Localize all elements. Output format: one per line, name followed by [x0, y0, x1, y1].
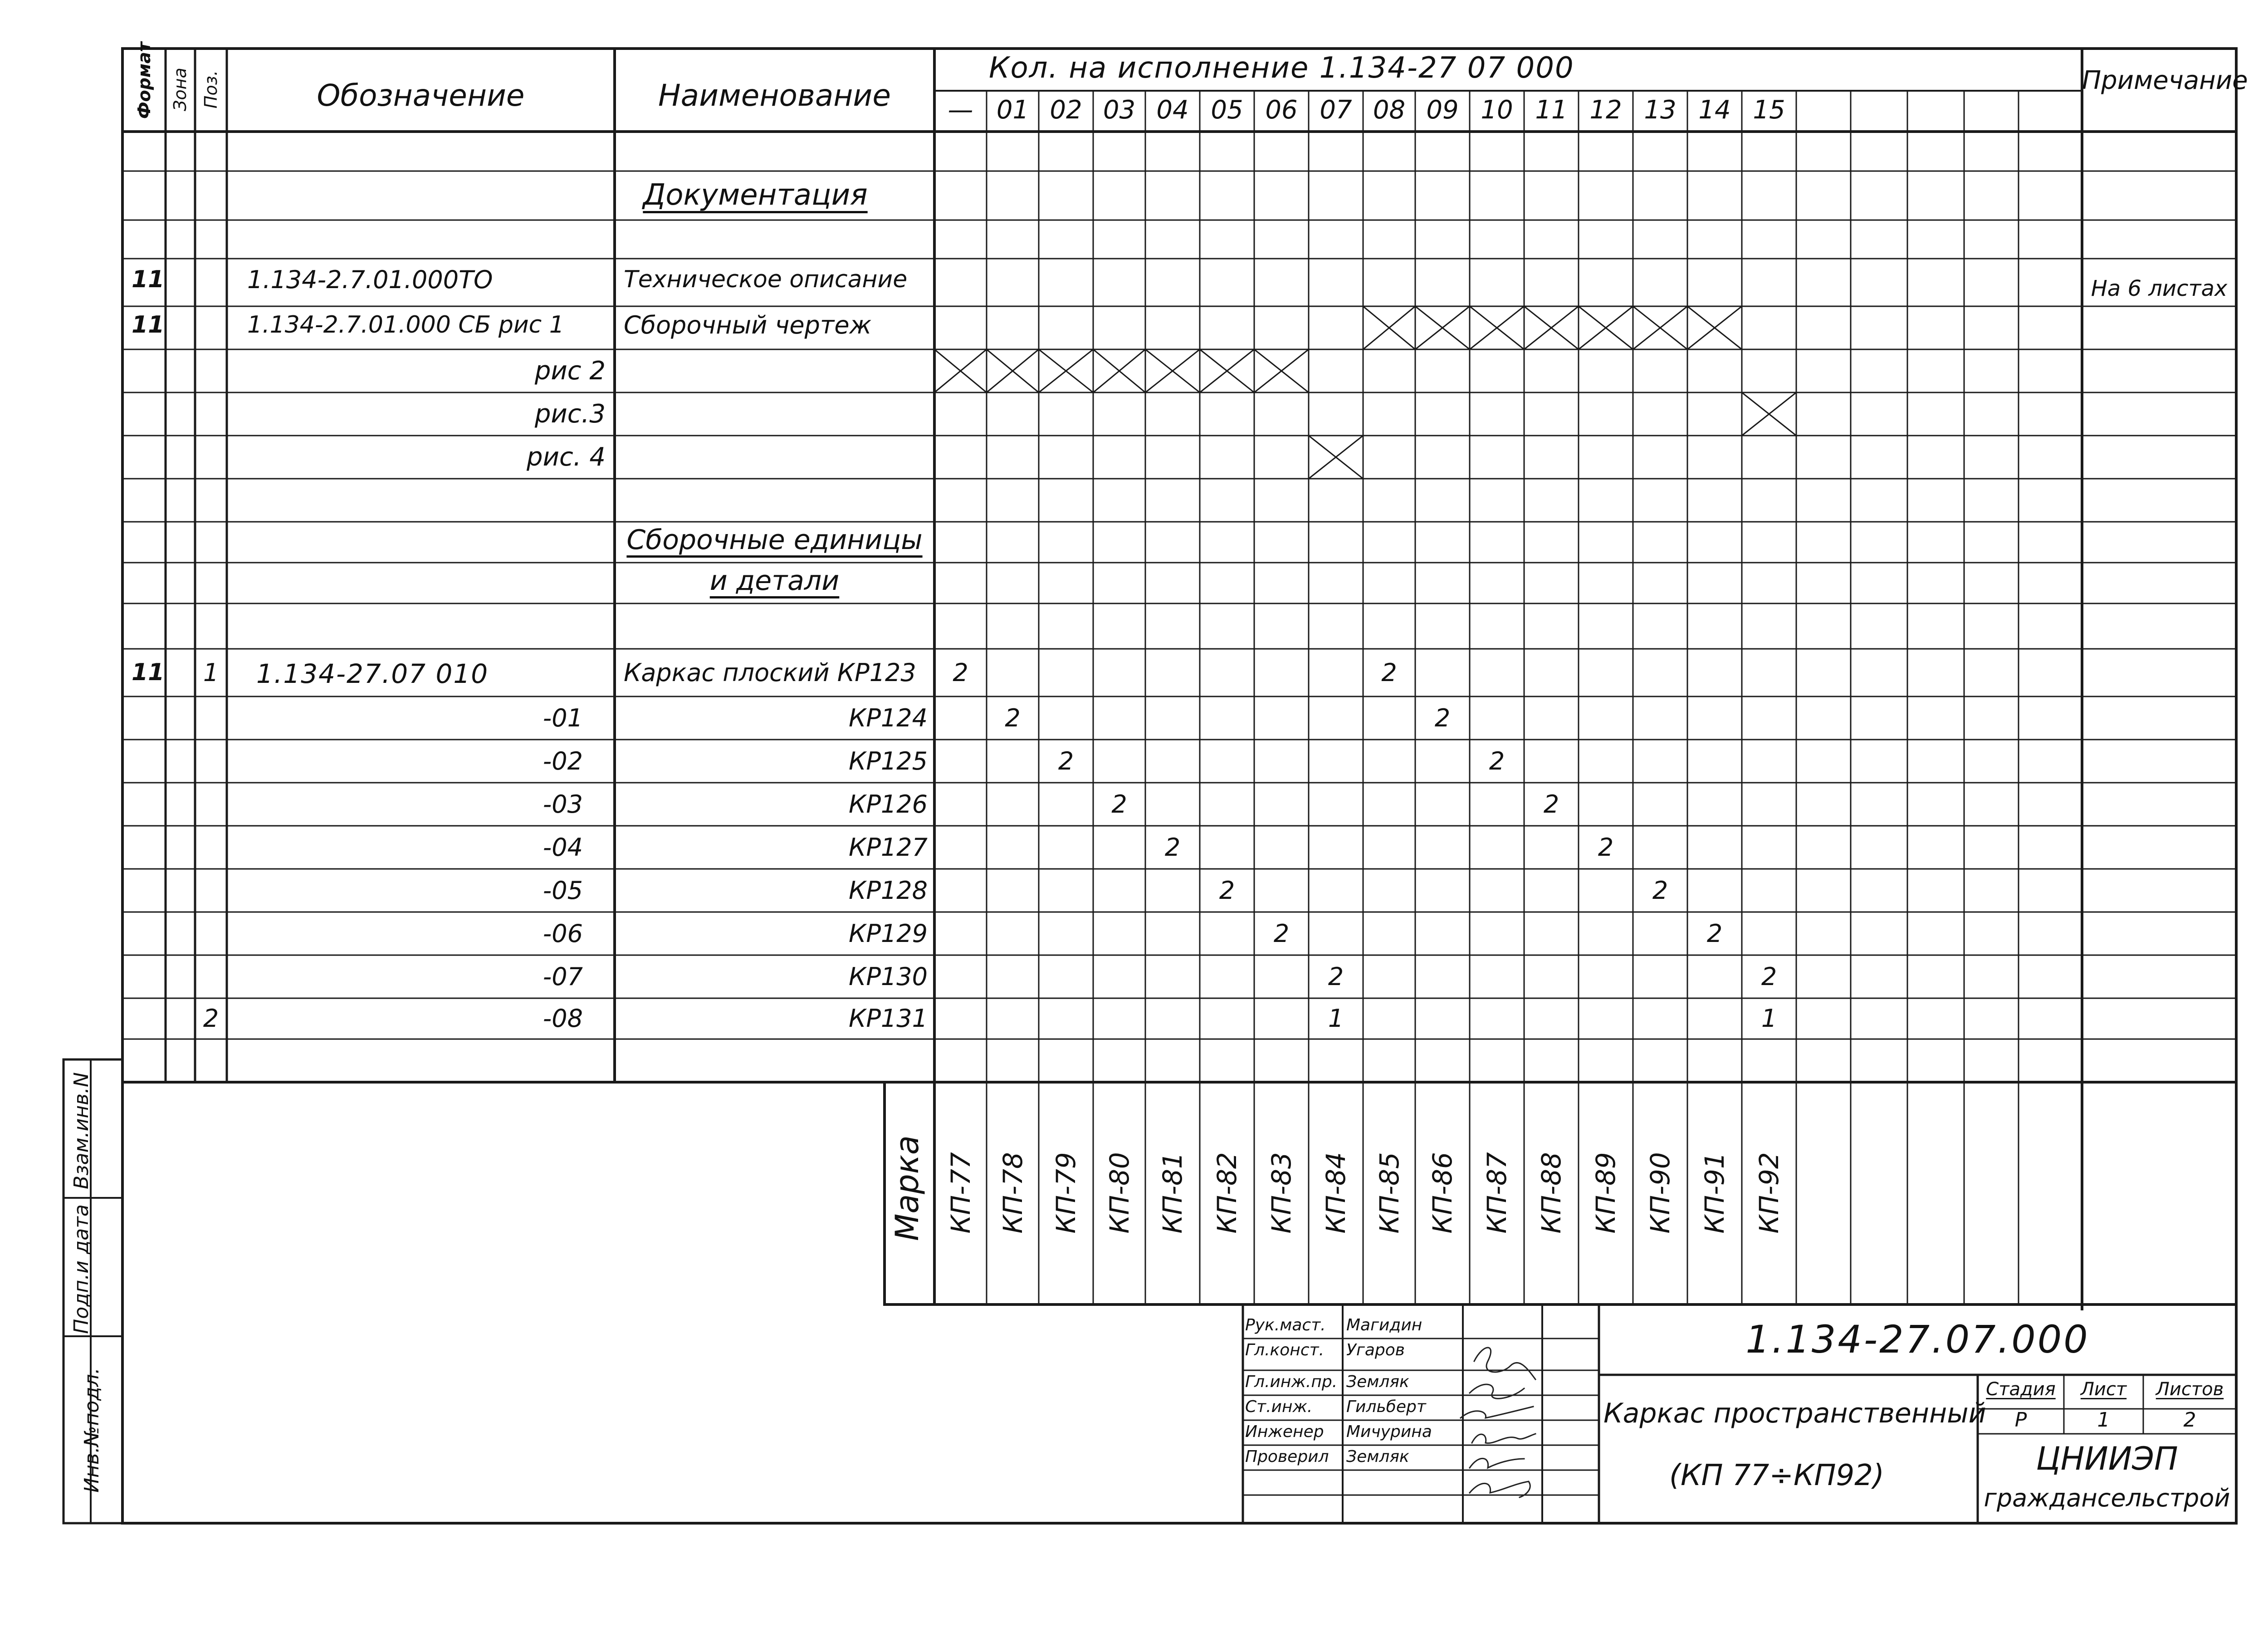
figure-label: рис. 4 — [527, 442, 606, 472]
name-cell: Сборочный чертеж — [624, 311, 872, 339]
header-zone: Зона — [170, 68, 190, 111]
designation-cell: -01 — [543, 703, 583, 732]
signer-name: Угаров — [1346, 1341, 1405, 1359]
header-qty: Кол. на исполнение 1.134-27 07 000 — [989, 51, 1574, 85]
marka-value: КП-88 — [1536, 1152, 1567, 1234]
marka-value: КП-77 — [945, 1152, 976, 1234]
signer-name: Гильберт — [1346, 1398, 1426, 1416]
qty-cell: 2 — [1652, 876, 1668, 905]
name-cell: КР127 — [849, 833, 928, 862]
marka-value: КП-85 — [1374, 1152, 1405, 1234]
qty-col-label: 10 — [1481, 95, 1513, 125]
header-pos: Поз. — [201, 70, 221, 109]
marka-value: КП-83 — [1266, 1152, 1297, 1234]
signer-role: Ст.инж. — [1245, 1398, 1313, 1416]
title-doc-number: 1.134-27.07.000 — [1745, 1317, 2090, 1362]
signer-role: Гл.конст. — [1245, 1341, 1325, 1359]
stage-value: Р — [2014, 1408, 2027, 1432]
designation-cell: -08 — [543, 1004, 583, 1033]
designation-cell: -06 — [543, 919, 583, 948]
qty-col-label: 05 — [1211, 95, 1243, 125]
qty-col-label: 11 — [1535, 95, 1568, 125]
stamp-inv-number: Инв.№подл. — [80, 1368, 103, 1493]
qty-col-label: 14 — [1698, 95, 1731, 125]
marka-value: КП-81 — [1157, 1152, 1188, 1234]
marka-label: Марка — [889, 1135, 926, 1241]
stage-label: Стадия — [1986, 1379, 2056, 1400]
qty-cell: 2 — [953, 658, 968, 687]
figure-label: рис 2 — [534, 356, 606, 386]
name-cell: Техническое описание — [624, 266, 908, 293]
signature-2 — [1470, 1384, 1524, 1398]
name-cell: КР125 — [849, 746, 928, 775]
marka-value: КП-90 — [1645, 1152, 1676, 1234]
signer-name: Магидин — [1346, 1316, 1422, 1334]
signer-name: Земляк — [1346, 1447, 1409, 1466]
signature-4 — [1472, 1434, 1535, 1443]
qty-cell: 2 — [1328, 962, 1344, 991]
signature-5 — [1470, 1458, 1524, 1468]
qty-cell: 2 — [1489, 746, 1505, 775]
pos-cell: 1 — [203, 658, 219, 687]
sheet-label: Лист — [2080, 1379, 2127, 1400]
format-cell: 11 — [132, 658, 165, 686]
qty-col-label: 07 — [1320, 95, 1352, 125]
qty-cell: 2 — [1005, 703, 1021, 732]
sheet-value: 1 — [2097, 1408, 2110, 1432]
signer-role: Проверил — [1245, 1447, 1329, 1466]
signer-name: Земляк — [1346, 1373, 1409, 1391]
marka-value: КП-78 — [997, 1152, 1028, 1234]
qty-col-label: 15 — [1753, 95, 1785, 125]
designation-cell: 1.134-2.7.01.000ТО — [247, 265, 493, 294]
org-line-2: граждансельстрой — [1984, 1484, 2230, 1512]
qty-cell: 2 — [1111, 789, 1127, 819]
name-cell: Каркас плоский КР123 — [624, 658, 916, 687]
format-cell: 11 — [132, 266, 165, 293]
stamp-replace-inv: Взам.инв.N — [70, 1072, 93, 1189]
sheets-label: Листов — [2156, 1379, 2224, 1400]
qty-cell: 2 — [1598, 833, 1614, 862]
qty-cell: 2 — [1761, 962, 1777, 991]
header-note: Примечание — [2082, 66, 2248, 95]
org-line-1: ЦНИИЭП — [2036, 1440, 2178, 1477]
header-name: Наименование — [658, 78, 891, 113]
name-cell: КР130 — [849, 962, 928, 991]
qty-col-label: 03 — [1103, 95, 1136, 125]
marka-value: КП-86 — [1427, 1152, 1458, 1234]
designation-cell: 1.134-27.07 010 — [256, 658, 489, 689]
name-cell: КР129 — [849, 919, 928, 948]
marka-value: КП-87 — [1481, 1152, 1512, 1234]
qty-cell: 2 — [1273, 919, 1290, 948]
name-cell: КР124 — [849, 703, 928, 732]
designation-cell: -03 — [543, 789, 583, 819]
format-cell: 11 — [132, 311, 165, 338]
qty-cell: 1 — [1328, 1004, 1344, 1033]
qty-col-label: — — [948, 95, 973, 125]
marka-value: КП-89 — [1590, 1152, 1621, 1234]
qty-col-label: 01 — [996, 95, 1029, 125]
section-assembly-line1: Сборочные единицы — [626, 524, 923, 556]
qty-cell: 2 — [1543, 789, 1559, 819]
marka-value: КП-91 — [1699, 1152, 1730, 1234]
qty-col-label: 04 — [1156, 95, 1189, 125]
marka-value: КП-79 — [1051, 1152, 1081, 1234]
marka-value: КП-84 — [1320, 1152, 1351, 1234]
signature-1 — [1474, 1348, 1535, 1379]
name-cell: КР131 — [849, 1004, 928, 1033]
pos-cell: 2 — [203, 1004, 219, 1033]
qty-col-label: 02 — [1050, 95, 1082, 125]
title-line-1: Каркас пространственный — [1603, 1398, 1986, 1429]
note-cell: На 6 листах — [2091, 276, 2228, 301]
designation-cell: -04 — [543, 833, 583, 862]
signer-role: Рук.маст. — [1245, 1316, 1326, 1334]
qty-col-label: 09 — [1426, 95, 1459, 125]
qty-cell: 2 — [1058, 746, 1074, 775]
name-cell: КР128 — [849, 876, 928, 905]
qty-col-label: 08 — [1373, 95, 1406, 125]
marka-value: КП-82 — [1212, 1152, 1242, 1234]
header-designation: Обозначение — [317, 78, 525, 113]
signer-role: Гл.инж.пр. — [1245, 1373, 1338, 1391]
figure-label: рис.3 — [534, 399, 606, 429]
qty-col-label: 13 — [1644, 95, 1677, 125]
header-format: Формат — [134, 42, 154, 119]
designation-cell: -02 — [543, 746, 583, 775]
section-assembly-line2: и детали — [709, 565, 840, 597]
name-cell: КР126 — [849, 789, 928, 819]
designation-cell: -07 — [543, 962, 583, 991]
designation-cell: 1.134-2.7.01.000 СБ рис 1 — [247, 311, 564, 338]
qty-cell: 2 — [1219, 876, 1235, 905]
section-documentation: Документация — [643, 178, 868, 212]
qty-cell: 2 — [1381, 658, 1397, 687]
designation-cell: -05 — [543, 876, 583, 905]
signer-role: Инженер — [1245, 1422, 1324, 1441]
marka-value: КП-92 — [1754, 1152, 1784, 1234]
qty-col-label: 12 — [1589, 95, 1622, 125]
qty-cell: 1 — [1761, 1004, 1777, 1033]
title-line-2: (КП 77÷КП92) — [1669, 1459, 1884, 1492]
qty-cell: 2 — [1434, 703, 1451, 732]
signer-name: Мичурина — [1346, 1422, 1432, 1441]
sheets-value: 2 — [2183, 1408, 2196, 1432]
stamp-sign-date: Подп.и дата — [70, 1204, 93, 1334]
qty-cell: 2 — [1706, 919, 1723, 948]
qty-col-label: 06 — [1265, 95, 1298, 125]
qty-cell: 2 — [1164, 833, 1181, 862]
signature-3 — [1461, 1407, 1533, 1418]
marka-value: КП-80 — [1104, 1152, 1135, 1234]
